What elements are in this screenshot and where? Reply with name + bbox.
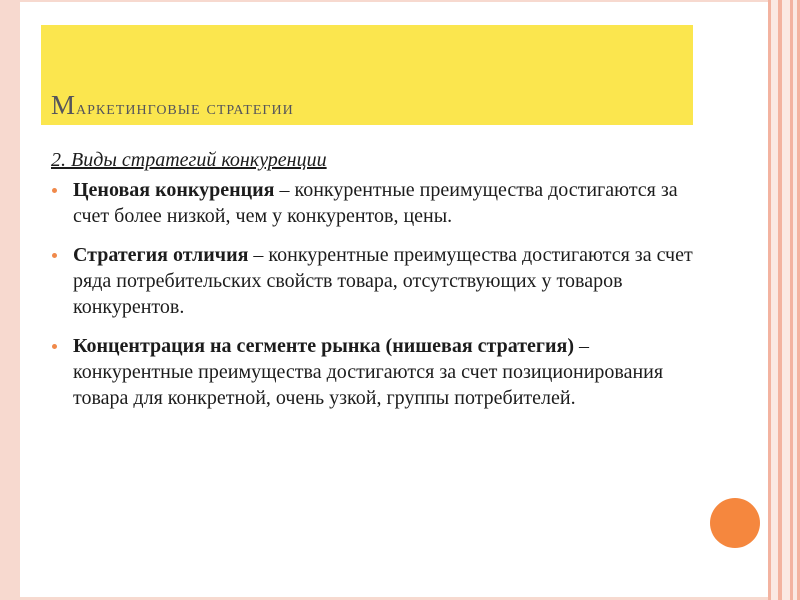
- bullet-dot-icon: [52, 253, 57, 258]
- bullet-term: Стратегия отличия: [73, 244, 249, 266]
- slide-content: [51, 147, 701, 424]
- bullet-text: – конкурентные преимущества достигаются за счет более низкой, чем у конкурентов, цены.: [73, 179, 678, 227]
- slide-top-frame: [0, 0, 800, 2]
- slide-left-frame: [0, 0, 20, 600]
- bullet-item: [51, 242, 701, 320]
- decorative-circle-icon: [710, 498, 760, 548]
- right-stripes-background: [771, 0, 800, 600]
- bullet-dot-icon: [52, 188, 57, 193]
- slide-title-rest: аркетинговые стратегии: [76, 97, 294, 119]
- bullet-term: Концентрация на сегменте рынка (нишевая стратегия): [73, 335, 574, 357]
- bullet-dot-icon: [52, 344, 57, 349]
- slide-title-first-letter: М: [51, 90, 77, 120]
- right-stripe: [790, 0, 793, 600]
- right-stripe: [768, 0, 771, 600]
- bullet-item: [51, 333, 701, 411]
- bullet-term: Ценовая конкуренция: [73, 179, 275, 201]
- slide-title: [51, 90, 294, 121]
- bullet-text: – конкурентные преимущества достигаются за счет ряда потребительских свойств товара, отсутствующих у товаров конкурентов.: [73, 244, 693, 318]
- right-stripe: [778, 0, 782, 600]
- bullet-text: – конкурентные преимущества достигаются за счет позиционирования товара для конкретной, очень узкой, группы потребителей.: [73, 335, 664, 409]
- slide-subtitle: 2. Виды стратегий конкуренции: [51, 149, 327, 171]
- bullet-item: [51, 177, 701, 229]
